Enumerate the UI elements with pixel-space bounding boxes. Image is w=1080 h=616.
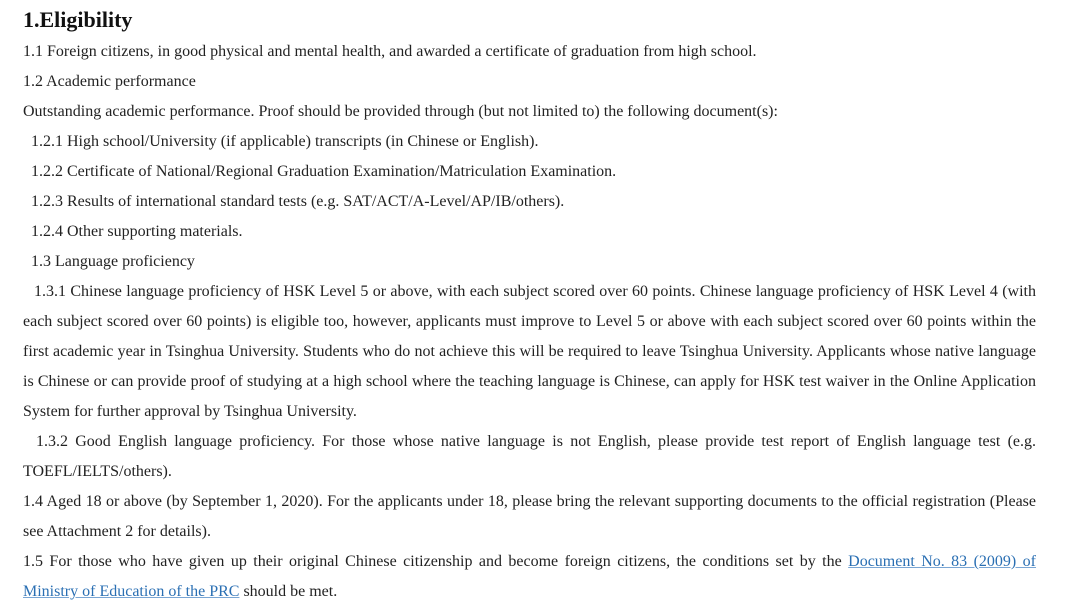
item-1-2: 1.2 Academic performance: [23, 73, 196, 90]
item-1-5: [23, 547, 1036, 607]
document-83-link[interactable]: Document No. 83 (2009) of Ministry of Education of the PRC: [23, 553, 1037, 600]
item-1-5-text-before: 1.5 For those who have given up their original Chinese citizenship and become foreign citizens, the conditions set by the: [23, 553, 849, 570]
item-1-4: 1.4 Aged 18 or above (by September 1, 2020). For the applicants under 18, please bring the relevant supporting documents to the official registration (Please see Attachment 2 for details).: [23, 493, 1036, 540]
section-heading: 1.Eligibility: [23, 7, 133, 32]
item-1-1: 1.1 Foreign citizens, in good physical and mental health, and awarded a certificate of graduation from high school.: [23, 43, 757, 60]
item-1-2-2: 1.2.2 Certificate of National/Regional Graduation Examination/Matriculation Examination.: [31, 163, 617, 180]
item-1-2-4: 1.2.4 Other supporting materials.: [31, 223, 243, 240]
item-1-5-text-after: should be met.: [239, 583, 338, 600]
item-1-3: 1.3 Language proficiency: [31, 253, 195, 270]
item-1-3-1: 1.3.1 Chinese language proficiency of HSK Level 5 or above, with each subject scored over 60 points. Chinese language proficiency of HSK Level 4 (with each subject scored over 60 points) is eligible too, however, applicants must improve to Level 5 or above with each subject scored over 60 points within the first academic year in Tsinghua University. Students who do not achieve this will be required to leave Tsinghua University. Applicants whose native language is Chinese or can provide proof of studying at a high school where the teaching language is Chinese, can apply for HSK test waiver in the Online Application System for further approval by Tsinghua University.: [23, 283, 1036, 420]
item-1-2-intro: Outstanding academic performance. Proof should be provided through (but not limited to) the following document(s):: [23, 103, 778, 120]
item-1-3-2: 1.3.2 Good English language proficiency. For those whose native language is not English, please provide test report of English language test (e.g. TOEFL/IELTS/others).: [23, 433, 1036, 480]
item-1-2-1: 1.2.1 High school/University (if applicable) transcripts (in Chinese or English).: [31, 133, 539, 150]
item-1-2-3: 1.2.3 Results of international standard tests (e.g. SAT/ACT/A-Level/AP/IB/others).: [31, 193, 565, 210]
